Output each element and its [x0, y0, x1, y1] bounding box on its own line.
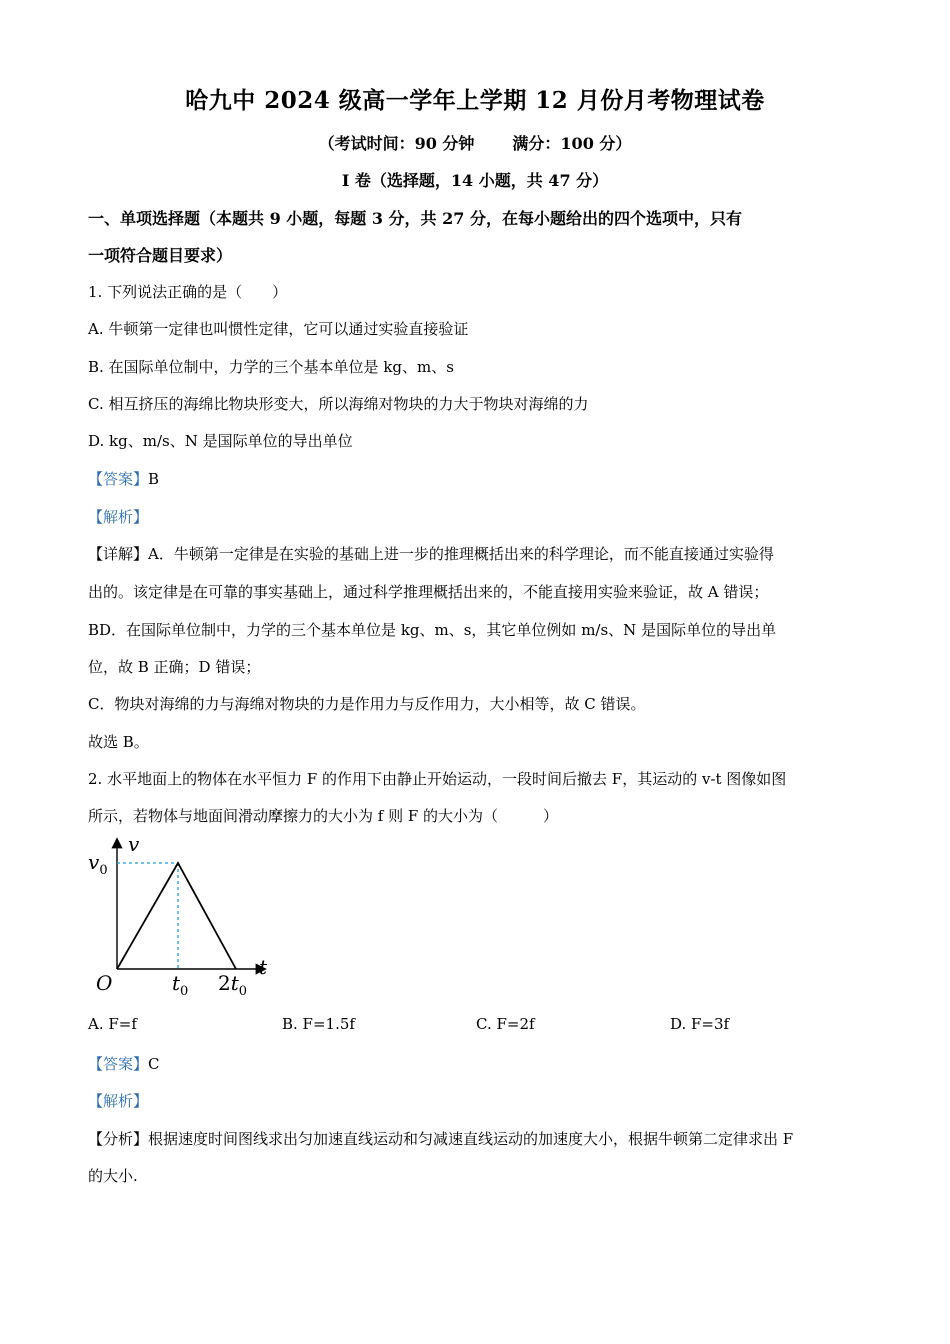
q1-detail-line5: C．物块对海绵的力与海绵对物块的力是作用力与反作用力，大小相等，故 C 错误。 [88, 695, 646, 713]
answer-tag: 【答案】 [88, 470, 149, 488]
vt-graph [84, 832, 284, 1002]
q1-analysis-tag: 【解析】 [88, 508, 149, 526]
volume-heading: I 卷（选择题，14 小题，共 47 分） [341, 171, 609, 190]
q2-option-d: D. F=3f [670, 1015, 730, 1033]
section-heading-line1: 一、单项选择题（本题共 9 小题，每题 3 分，共 27 分，在每小题给出的四个选项中，只有 [88, 209, 742, 228]
q2-analysis-line2: 的大小. [88, 1167, 138, 1185]
q2-answer-line [88, 1053, 868, 1074]
q1-answer-line [88, 468, 868, 489]
q1-option-b: B. 在国际单位制中，力学的三个基本单位是 kg、m、s [88, 358, 454, 376]
q2-stem-line2: 所示，若物体与地面间滑动摩擦力的大小为 f 则 F 的大小为（ ） [88, 807, 559, 825]
2t0-label: $2t_0$ [218, 971, 248, 999]
q2-answer: C [148, 1055, 160, 1073]
q1-detail-line4: 位，故 B 正确；D 错误； [88, 658, 261, 676]
answer-tag: 【答案】 [88, 1055, 149, 1073]
v-axis-label: v [128, 832, 140, 856]
q2-stem-line1: 2. 水平地面上的物体在水平恒力 F 的作用下由静止开始运动，一段时间后撤去 F，其运动的 v-t 图像如图 [88, 770, 787, 788]
vt-curve [117, 863, 236, 969]
t-axis-label: t [259, 955, 268, 979]
exam-time: （考试时间：90 分钟 [318, 134, 475, 153]
q1-option-c: C. 相互挤压的海绵比物块形变大，所以海绵对物块的力大于物块对海绵的力 [88, 395, 589, 413]
exam-info [0, 131, 950, 154]
q1-conclusion: 故选 B。 [88, 733, 149, 751]
q2-option-c: C. F=2f [476, 1015, 535, 1033]
page-title: 哈九中 2024 级高一学年上学期 12 月份月考物理试卷 [185, 87, 765, 114]
q2-analysis-line1: 【分析】根据速度时间图线求出匀加速直线运动和匀减速直线运动的加速度大小，根据牛顿第二定律求出 F [88, 1130, 794, 1148]
origin-label: O [96, 971, 113, 995]
v0-label: $v_0$ [88, 850, 108, 878]
q1-detail-line2: 出的。该定律是在可靠的事实基础上，通过科学推理概括出来的，不能直接用实验来验证，故 A 错误； [88, 583, 769, 601]
full-score: 满分：100 分） [512, 134, 632, 153]
q1-option-d: D. kg、m/s、N 是国际单位的导出单位 [88, 432, 353, 450]
section-heading-line2: 一项符合题目要求） [88, 246, 233, 265]
q2-option-b: B. F=1.5f [282, 1015, 355, 1033]
q2-analysis-tag: 【解析】 [88, 1092, 149, 1110]
q2-option-a: A. F=f [88, 1015, 137, 1033]
q1-answer: B [148, 470, 160, 488]
q1-stem: 1. 下列说法正确的是（ ） [88, 283, 288, 301]
q1-detail-line3: BD．在国际单位制中，力学的三个基本单位是 kg、m、s，其它单位例如 m/s、N 是国际单位的导出单 [88, 621, 777, 639]
t0-label: $t_0$ [172, 971, 189, 999]
q1-option-a: A. 牛顿第一定律也叫惯性定律，它可以通过实验直接验证 [88, 320, 469, 338]
q1-detail-line1: 【详解】A．牛顿第一定律是在实验的基础上进一步的推理概括出来的科学理论，而不能直接通过实验得 [88, 545, 774, 563]
